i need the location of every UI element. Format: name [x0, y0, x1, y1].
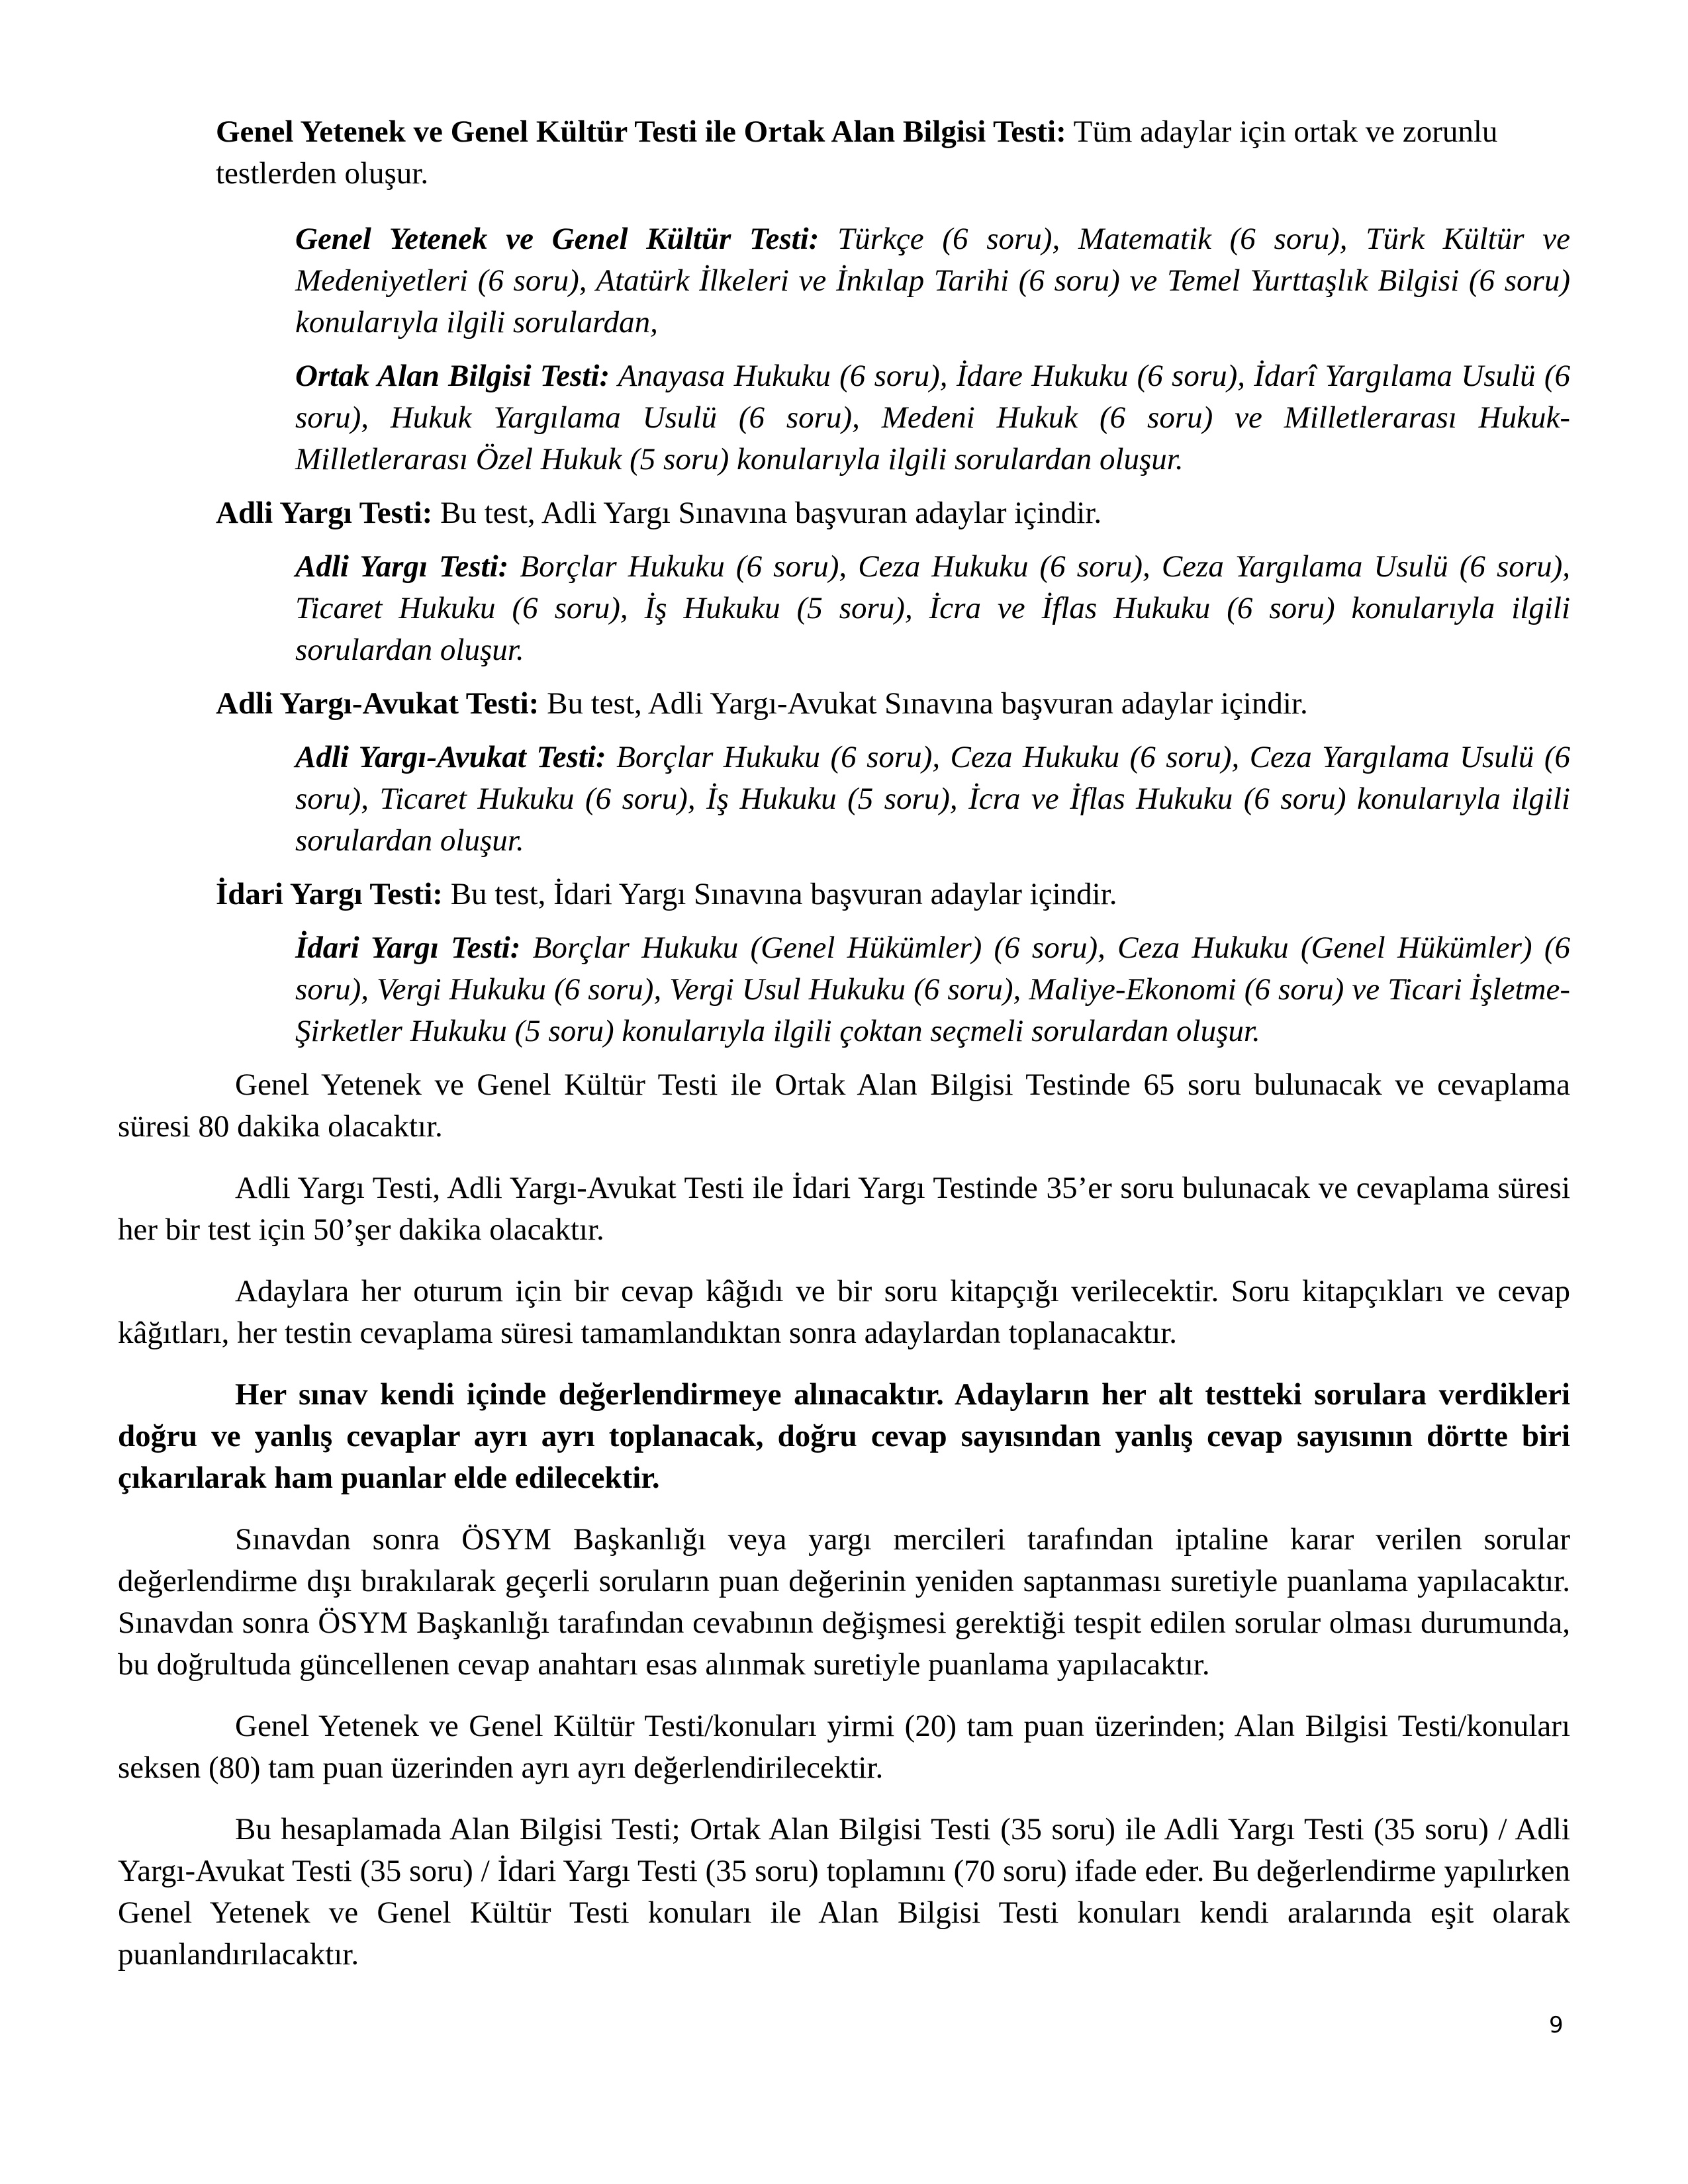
- page-number: 9: [1549, 2012, 1564, 2038]
- paragraph-field-question-count: Adli Yargı Testi, Adli Yargı-Avukat Testi ile İdari Yargı Testinde 35’er soru bulunacak ve cevaplama süresi her bir test için 50’şer dakika olacaktır.: [118, 1171, 1570, 1247]
- idari-test-intro: [216, 874, 1570, 915]
- avukat-test-text: Bu test, Adli Yargı-Avukat Sınavına başvuran adaylar içindir.: [539, 686, 1308, 721]
- avukat-test-label: Adli Yargı-Avukat Testi:: [216, 686, 539, 721]
- paragraph-point-weights: Genel Yetenek ve Genel Kültür Testi/konuları yirmi (20) tam puan üzerinden; Alan Bilgisi Testi/konuları seksen (80) tam puan üzerinden ayrı ayrı değerlendirilecektir.: [118, 1709, 1570, 1785]
- idari-test-text: Bu test, İdari Yargı Sınavına başvuran adaylar içindir.: [442, 877, 1117, 911]
- gygk-test-text: Türkçe (6 soru), Matematik (6 soru), Türk Kültür ve Medeniyetleri (6 soru), Atatürk İlkeleri ve İnkılap Tarihi (6 soru) ve Temel Yurttaşlık Bilgisi (6 soru) konularıyla ilgili sorulardan,: [295, 222, 1570, 340]
- paragraph-cancelled-questions: Sınavdan sonra ÖSYM Başkanlığı veya yargı mercileri tarafından iptaline karar verilen sorular değerlendirme dışı bırakılarak geçerli soruların puan değerinin yeniden saptanması suretiyle puanlama yapılacaktır. Sınavdan sonra ÖSYM Başkanlığı tarafından cevabının değişmesi gerektiği tespit edilen sorular olması durumunda, bu doğrultuda güncellenen cevap anahtarı esas alınmak suretiyle puanlama yapılacaktır.: [118, 1522, 1570, 1682]
- adli-test-detail: [295, 546, 1570, 671]
- idari-test-detail-label: İdari Yargı Testi:: [295, 931, 521, 965]
- paragraph-scoring-rule: Her sınav kendi içinde değerlendirmeye alınacaktır. Adayların her alt testteki sorulara verdikleri doğru ve yanlış cevaplar ayrı ayrı toplanacak, doğru cevap sayısından yanlış cevap sayısının dörtte biri çıkarılarak ham puanlar elde edilecektir.: [118, 1377, 1570, 1495]
- oab-test-label: Ortak Alan Bilgisi Testi:: [295, 359, 610, 393]
- gygk-test-detail: [295, 218, 1570, 343]
- avukat-test-detail: [295, 737, 1570, 862]
- paragraph-calculation: Bu hesaplamada Alan Bilgisi Testi; Ortak Alan Bilgisi Testi (35 soru) ile Adli Yargı Testi (35 soru) / Adli Yargı-Avukat Testi (35 soru) / İdari Yargı Testi (35 soru) toplamını (70 soru) ifade eder. Bu değerlendirme yapılırken Genel Yetenek ve Genel Kültür Testi konuları ile Alan Bilgisi Testi konuları kendi aralarında eşit olarak puanlandırılacaktır.: [118, 1812, 1570, 1972]
- adli-test-detail-label: Adli Yargı Testi:: [295, 549, 509, 584]
- avukat-test-detail-text: Borçlar Hukuku (6 soru), Ceza Hukuku (6 soru), Ceza Yargılama Usulü (6 soru), Ticaret Hukuku (6 soru), İş Hukuku (5 soru), İcra ve İflas Hukuku (6 soru) konularıyla ilgili sorulardan oluşur.: [295, 740, 1570, 858]
- adli-test-label: Adli Yargı Testi:: [216, 496, 433, 530]
- idari-test-detail: [295, 927, 1570, 1052]
- document-page: [118, 111, 1570, 1976]
- avukat-test-detail-label: Adli Yargı-Avukat Testi:: [295, 740, 606, 774]
- adli-test-intro: [216, 492, 1570, 534]
- idari-test-detail-text: Borçlar Hukuku (Genel Hükümler) (6 soru), Ceza Hukuku (Genel Hükümler) (6 soru), Vergi Hukuku (6 soru), Vergi Usul Hukuku (6 soru), Maliye-Ekonomi (6 soru) ve Ticari İşletme-Şirketler Hukuku (5 soru) konularıyla ilgili çoktan seçmeli sorulardan oluşur.: [295, 931, 1570, 1048]
- avukat-test-intro: [216, 683, 1570, 725]
- common-tests-intro: [216, 111, 1570, 195]
- paragraph-answer-sheets: Adaylara her oturum için bir cevap kâğıdı ve bir soru kitapçığı verilecektir. Soru kitapçıkları ve cevap kâğıtları, her testin cevaplama süresi tamamlandıktan sonra adaylardan toplanacaktır.: [118, 1274, 1570, 1350]
- common-tests-text: Tüm adaylar için ortak ve zorunlu testlerden oluşur.: [216, 114, 1498, 191]
- adli-test-detail-text: Borçlar Hukuku (6 soru), Ceza Hukuku (6 soru), Ceza Yargılama Usulü (6 soru), Ticaret Hukuku (6 soru), İş Hukuku (5 soru), İcra ve İflas Hukuku (6 soru) konularıyla ilgili sorulardan oluşur.: [295, 549, 1570, 667]
- paragraph-question-count: Genel Yetenek ve Genel Kültür Testi ile Ortak Alan Bilgisi Testinde 65 soru bulunacak ve cevaplama süresi 80 dakika olacaktır.: [118, 1068, 1570, 1144]
- idari-test-label: İdari Yargı Testi:: [216, 877, 443, 911]
- oab-test-text: Anayasa Hukuku (6 soru), İdare Hukuku (6 soru), İdarî Yargılama Usulü (6 soru), Hukuk Yargılama Usulü (6 soru), Medeni Hukuk (6 soru) ve Milletlerarası Hukuk-Milletlerarası Özel Hukuk (5 soru) konularıyla ilgili sorulardan oluşur.: [295, 359, 1570, 477]
- oab-test-detail: [295, 355, 1570, 480]
- adli-test-text: Bu test, Adli Yargı Sınavına başvuran adaylar içindir.: [432, 496, 1102, 530]
- gygk-test-label: Genel Yetenek ve Genel Kültür Testi:: [295, 222, 820, 256]
- common-tests-label: Genel Yetenek ve Genel Kültür Testi ile Ortak Alan Bilgisi Testi:: [216, 114, 1066, 149]
